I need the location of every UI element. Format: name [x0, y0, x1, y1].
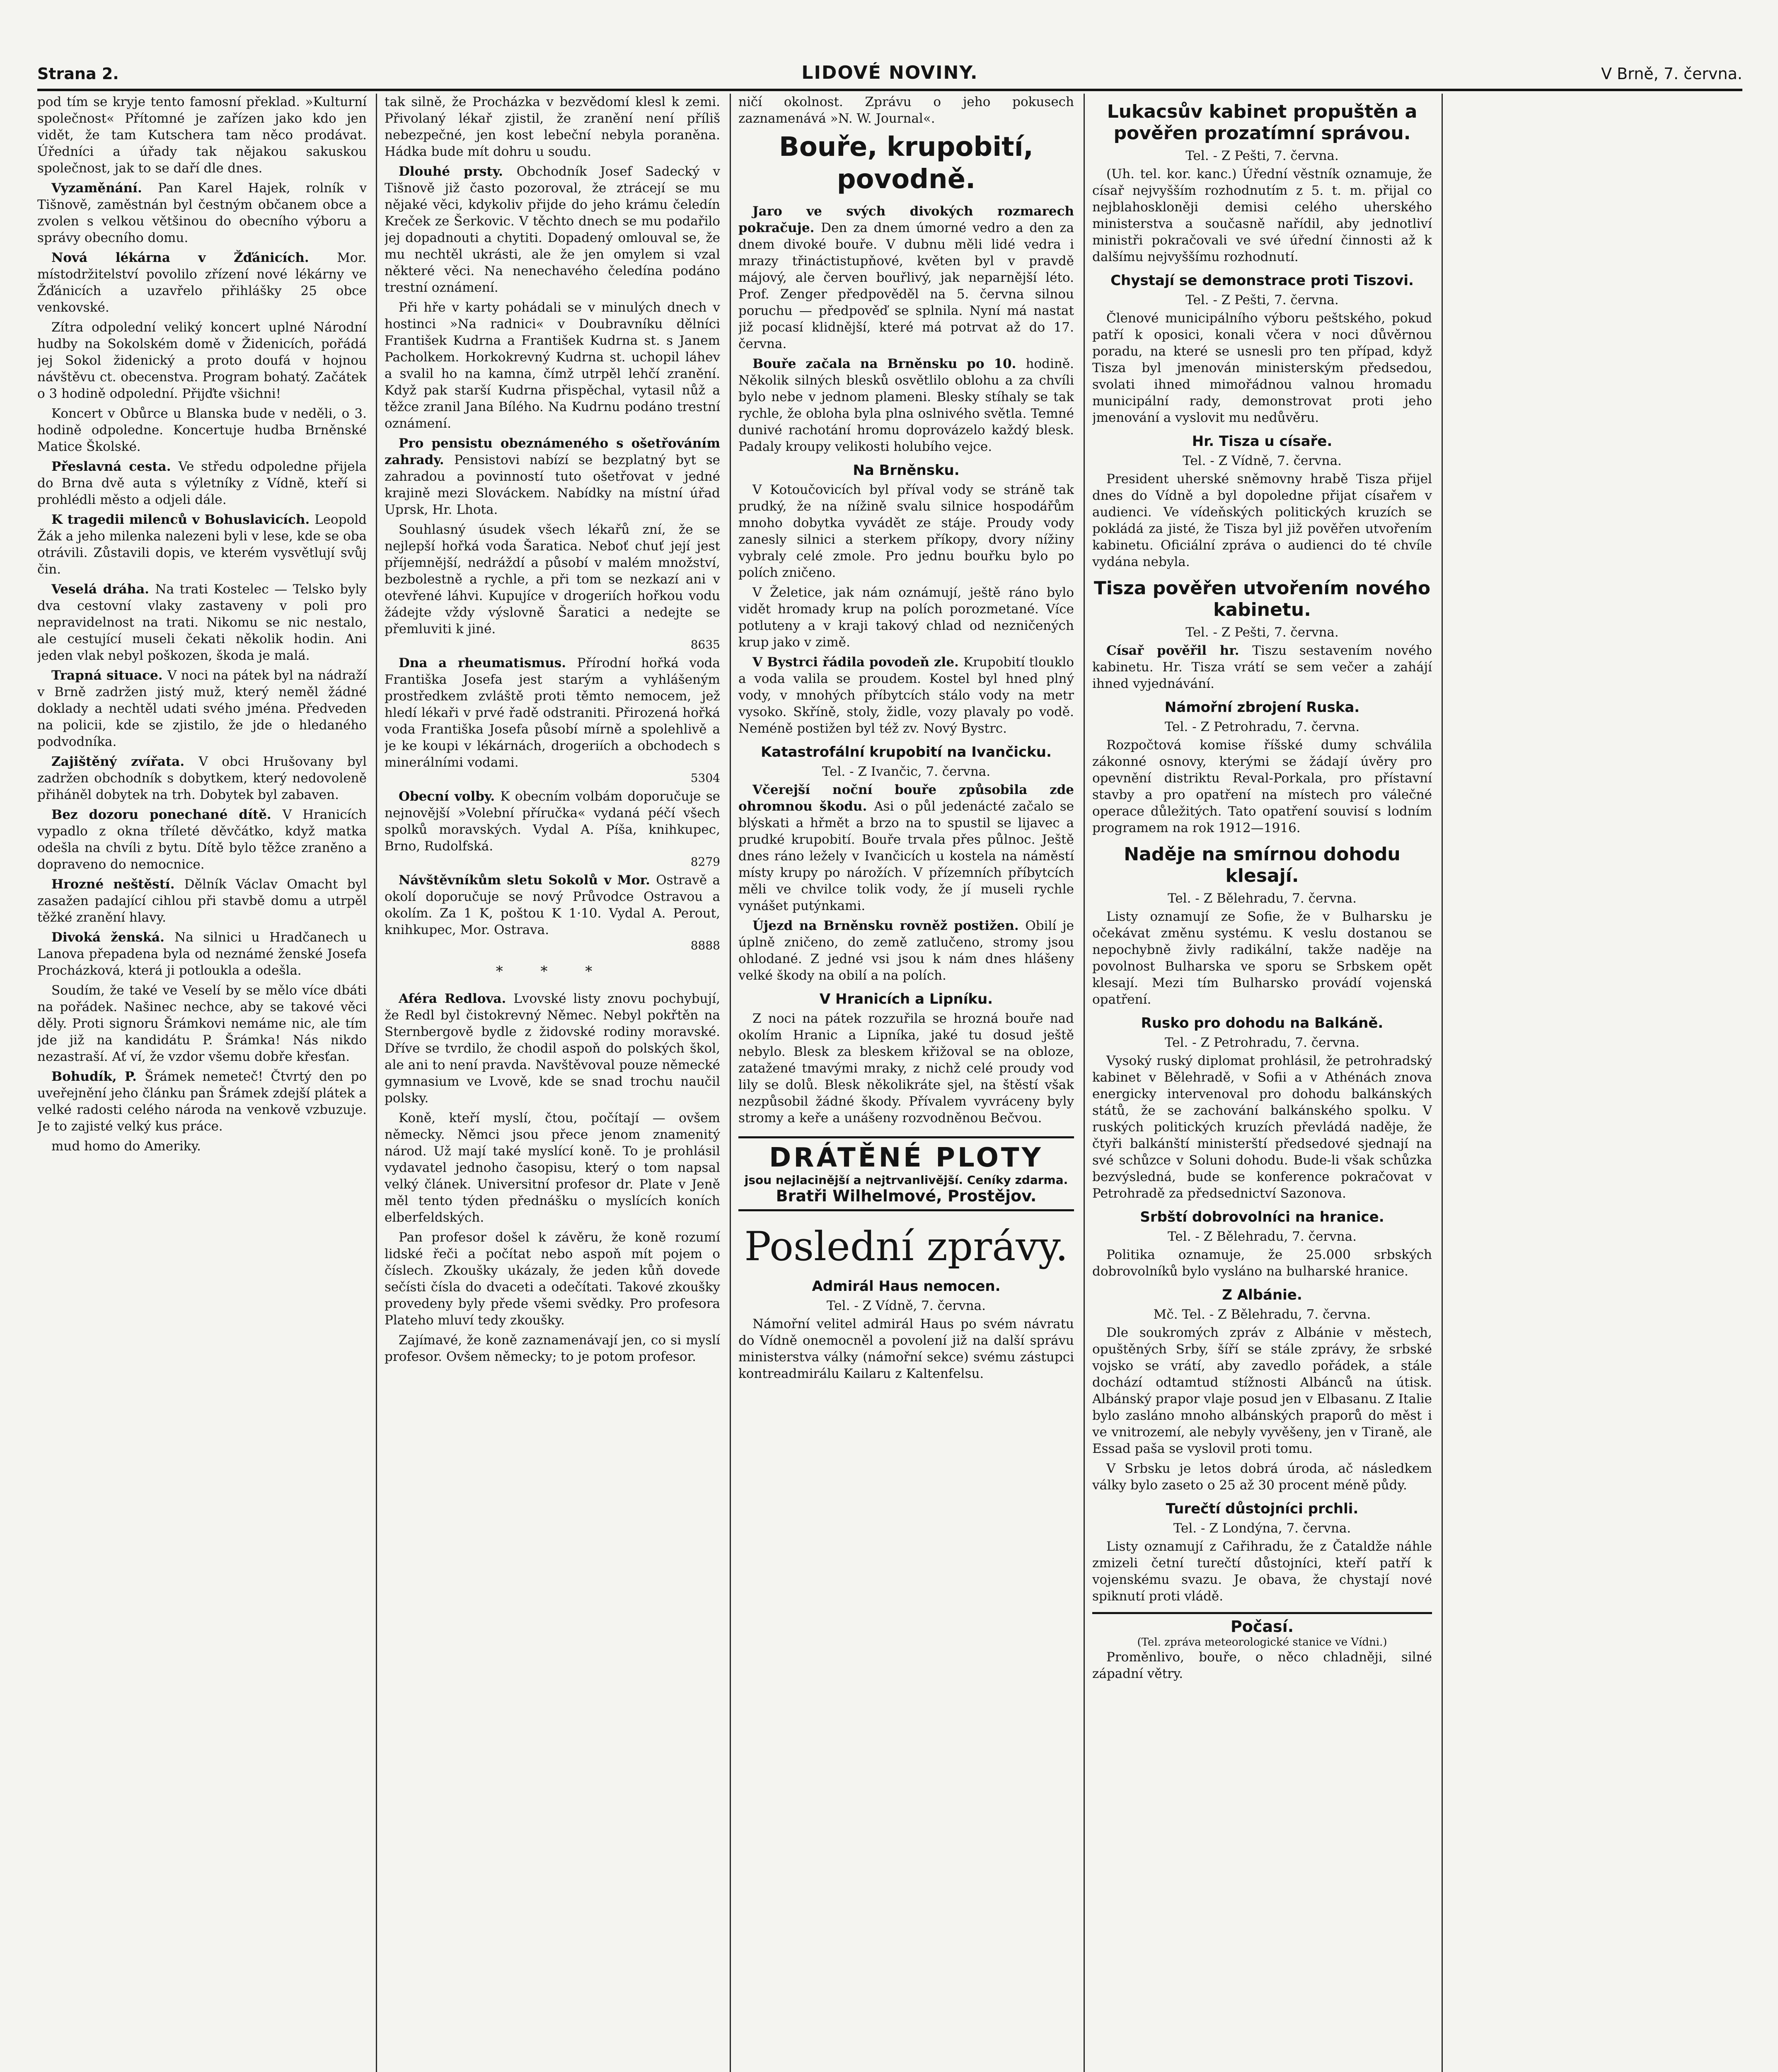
article-paragraph: V Želetice, jak nám oznámují, ještě ráno bylo vidět hromady krup na polích porozmetané. Více potluteny a v kraji takový chlad od nezničených krup jako v zimě.: [738, 585, 1074, 650]
run-in-head: Zajištěný zvířata.: [51, 754, 199, 769]
ad-firm: Bratři Wilhelmové, Prostějov.: [776, 1187, 1037, 1205]
article-paragraph: pod tím se kryje tento famosní překlad. »Kulturní společnost« Přítomné je zařízen jako kdo jen vidět, že tam Kutschera tam něco prodávat. Úředníci a úřady tak nějakou sakuskou společnost, jak to se daří dle dnes.: [37, 94, 367, 176]
run-in-head: Bez dozoru ponechané dítě.: [51, 807, 283, 822]
telegraph-dateline: Tel. - Z Pešti, 7. června.: [1185, 625, 1339, 640]
telegraph-dateline: Tel. - Z Bělehradu, 7. června.: [1168, 1229, 1357, 1244]
ad-line: jsou nejlacinější a nejtrvanlivější. Ceníky zdarma.: [744, 1173, 1068, 1187]
column-3: [738, 94, 1074, 2072]
issue-date: V Brně, 7. června.: [1601, 65, 1742, 83]
telegraph-dateline: Tel. - Z Vídně, 7. června.: [1183, 453, 1342, 468]
ad-code: 5304: [690, 771, 720, 785]
header-rule: [37, 89, 1742, 91]
article-paragraph: Jaro ve svých divokých rozmarech pokračuje. Den za dnem úmorné vedro a den za dnem divoké bouře. V dubnu měli lidé vedra i mrazy třináctistupňové, květen byl v pravdě májový, ale červen bouřlivý, jak neparnější léto. Prof. Zenger předpověděl na 5. června silnou poruchu — předpověď se splnila. Nyní má nastat již pocasí klidnější, které má potrvat až do 17. června.: [738, 204, 1074, 351]
article-subhead: Z Albánie.: [1222, 1287, 1302, 1303]
telegraph-dateline: Tel. - Z Londýna, 7. června.: [1173, 1521, 1351, 1536]
run-in-head: Jaro ve svých divokých rozmarech pokračuje.: [738, 204, 1074, 235]
page-number: Strana 2.: [37, 65, 119, 83]
article-paragraph: Pan profesor došel k závěru, že koně rozumí lidské řeči a počítat nebo aspoň mít pojem o číslech. Zkoušky ukázaly, že jeden kůň dovede sečísti čísla do dvaceti a odečítati. Takové zkoušky provedeny byly přede všemi svědky. Pro profesora Plateho mluví tedy zkoušky.: [385, 1230, 720, 1328]
run-in-head: Vyzaměnání.: [51, 181, 158, 196]
article-paragraph: Námořní velitel admirál Haus po svém návratu do Vídně onemocněl a povolení již na další správu ministerstva války (námořní sekce) svému zástupci kontreadmirálu Kailaru z Kaltenfelsu.: [738, 1317, 1074, 1381]
article-subhead: Na Brněnsku.: [853, 462, 960, 479]
article-paragraph: Obecní volby. K obecním volbám doporučuje se nejnovější »Volební příručka« vydaná péčí všech spolků moravských. Vydal A. Píša, knihkupec, Brno, Rudolfská.: [385, 789, 720, 854]
article-subhead: Rusko pro dohodu na Balkáně.: [1141, 1015, 1384, 1031]
article-paragraph: Újezd na Brněnsku rovněž postižen. Obilí je úplně zničeno, do země zatlučeno, stromy jsou ohlodané. Z jedné vsi jsou k nám dnes hlášeny velké škody na obilí a na polích.: [738, 918, 1074, 983]
run-in-head: Nová lékárna v Žďánicích.: [51, 250, 337, 265]
run-in-head: Přeslavná cesta.: [51, 459, 179, 474]
column-divider: [1084, 94, 1085, 2072]
article-paragraph: ničí okolnost. Zprávu o jeho pokusech zaznamenává »N. W. Journal«.: [738, 94, 1074, 126]
run-in-head: Dlouhé prsty.: [399, 164, 517, 179]
article-paragraph: (Uh. tel. kor. kanc.) Úřední věstník oznamuje, že císař nejvyšším rozhodnutím z 5. t. m. přijal co nejblahoskloněji demisi celého uherského ministerstva a současně nařídil, aby jednotliví ministři pokračovali ve své úřední činnosti až k dalšímu nejvyššímu rozhodnutí.: [1092, 167, 1432, 264]
article-paragraph: Císař pověřil hr. Tiszu sestavením nového kabinetu. Hr. Tisza vrátí se sem večer a zahájí ihned vyjednávání.: [1092, 643, 1432, 691]
article-subhead: Srbští dobrovolníci na hranice.: [1140, 1209, 1384, 1225]
telegraph-dateline: Tel. - Z Vídně, 7. června.: [827, 1298, 986, 1313]
article-subhead: Chystají se demonstrace proti Tiszovi.: [1110, 272, 1414, 289]
ad-code: 8888: [690, 939, 720, 952]
telegraph-dateline: Tel. - Z Ivančic, 7. června.: [822, 764, 991, 779]
run-in-head: Aféra Redlova.: [399, 991, 514, 1006]
run-in-head: Bohudík, P.: [51, 1069, 145, 1084]
article-paragraph: Z noci na pátek rozzuřila se hrozná bouře nad okolím Hranic a Lipníka, jaké tu dosud ještě nebylo. Blesk za bleskem křižoval se na obloze, zatažené tmavými mraky, z nichž celé proudy vod lily se dolů. Blesk několikráte sjel, na štěstí však nezpůsobil žádné škody. Přívalem vyvráceny byly stromy a keře a unášeny rozvodněnou Bečvou.: [738, 1011, 1074, 1126]
section-separator: * * *: [496, 963, 609, 980]
page-header: [37, 62, 1742, 86]
run-in-head: Pro pensistu obeznámeného s ošetřováním zahrady.: [385, 436, 720, 467]
article-paragraph: Souhlasný úsudek všech lékařů zní, že se nejlepší hořká voda Šaratica. Neboť chuť její jest příjemnější, nedráždí a působí v malém množství, bezbolestně a rychle, a při tom se nezkazí ani v otevřené láhvi. Kupujíce v drogeriích hořkou vodu žádejte vždy výslovně Šaratici a nedejte se přemluviti k jiné.: [385, 522, 720, 637]
column-divider: [730, 94, 731, 2072]
ad-code: 8279: [690, 855, 720, 869]
article-paragraph: Přeslavná cesta. Ve středu odpoledne přijela do Brna dvě auta s výletníky z Vídně, kteří si prohlédli město a odjeli dále.: [37, 459, 367, 507]
article-paragraph: Listy oznamují ze Sofie, že v Bulharsku je očekávat změnu systému. K veslu dostanou se nepochybně živly radikální, takže naděje na povolnost Bulharska ve sporu se Srbskem opět klesají. Mezi tím Bulharsko provádí vojenská opatření.: [1092, 909, 1432, 1007]
section-title-latest-news: Poslední zprávy.: [744, 1223, 1068, 1270]
run-in-head: Císař pověřil hr.: [1106, 643, 1253, 658]
article-paragraph: Rozpočtová komise říšské dumy schválila zákonné osnovy, kterými se žádají úvěry pro opevnění distriktu Reval-Porkala, pro přístavní stavby a pro opatření na místech pro válečné operace důležitých. Tato opatření souvisí s lodním programem na rok 1912—1916.: [1092, 738, 1432, 835]
run-in-head: K tragedii milenců v Bohuslavicích.: [51, 512, 315, 527]
article-subhead: Turečtí důstojníci prchli.: [1166, 1501, 1359, 1517]
article-headline: Bouře, krupobití, povodně.: [779, 132, 1033, 195]
article-subhead: Hr. Tisza u císaře.: [1192, 433, 1333, 450]
column-4: [1092, 94, 1432, 2072]
run-in-head: Včerejší noční bouře způsobila zde ohromnou škodu.: [738, 782, 1074, 814]
telegraph-dateline: Tel. - Z Petrohradu, 7. června.: [1164, 719, 1360, 734]
article-paragraph: Zajištěný zvířata. V obci Hrušovany byl zadržen obchodník s dobytkem, který nedovoleně přiháněl dobytek na trh. Dobytek byl zabaven.: [37, 754, 367, 802]
article-paragraph: Trapná situace. V noci na pátek byl na nádraží v Brně zadržen jistý muž, který neměl žádné doklady a nechtěl udati svého jména. Předveden na policii, kde se zjistilo, že jde o hledaného podvodníka.: [37, 668, 367, 749]
run-in-head: Hrozné neštěstí.: [51, 877, 184, 892]
columns: [37, 94, 1742, 2072]
article-paragraph: Dlouhé prsty. Obchodník Josef Sadecký v Tišnově již často pozoroval, že ztrácejí se mu nějaké věci, kdykoliv přijde do jeho krámu čeledín Kreček ze Šerkovic. V těchto dnech se mu podařilo jej dopadnouti a chytiti. Dopadený omlouval se, že mu nechtěl ukrásti, ale že jen omylem si vzal některé věci. Na nenechavého čeledína podáno trestní oznámení.: [385, 164, 720, 295]
article-paragraph: Bouře začala na Brněnsku po 10. hodině. Několik silných blesků osvětlilo oblohu a za chvíli bylo nebe v jednom plameni. Blesky stíhaly se tak rychle, že obloha byla plna oslnivého světla. Temné dunivé rachotání hromu doprovázelo každý blesk. Padaly kroupy velikosti holubího vejce.: [738, 356, 1074, 454]
article-paragraph: Vysoký ruský diplomat prohlásil, že petrohradský kabinet v Bělehradě, v Sofii a v Athénách znova energicky intervenoval pro dohodu balkánských států, že se zachování balkánského spolku. V ruských politických kruzích převládá naděje, že čtyři balkánští ministerští předsedové sjednají na své schůzce v Soluni dohodu. Bude-li však schůzka bezvýsledná, bude se konference pokračovat v Petrohradě za předsednictví Sazonova.: [1092, 1053, 1432, 1201]
run-in-head: Dna a rheumatismus.: [399, 656, 577, 670]
article-paragraph: Divoká ženská. Na silnici u Hradčanech u Lanova přepadena byla od neznámé ženské Josefa Procházková, která ji potloukla a odešla.: [37, 930, 367, 978]
run-in-head: V Bystrci řádila povodeň zle.: [752, 655, 963, 670]
article-paragraph: V Srbsku je letos dobrá úroda, ač následkem války bylo zaseto o 25 až 30 procent méně půdy.: [1092, 1461, 1432, 1493]
weather-source: (Tel. zpráva meteorologické stanice ve Vídni.): [1137, 1636, 1387, 1648]
run-in-head: Veselá dráha.: [51, 582, 155, 597]
article-paragraph: Pro pensistu obeznámeného s ošetřováním zahrady. Pensistovi nabízí se bezplatný byt se zahradou a povinností tuto ošetřovat v jedné krajině mezi Slováckem. Nabídky na místní úřad Uprsk, Hr. Lhota.: [385, 436, 720, 517]
article-paragraph: Nová lékárna v Žďánicích. Mor. místodržitelství povolilo zřízení nové lékárny ve Žďánicích a uzavřelo přihlášky 25 obce venkovské.: [37, 250, 367, 315]
run-in-head: Obecní volby.: [399, 789, 501, 804]
article-subhead: Admirál Haus nemocen.: [812, 1278, 1001, 1295]
run-in-head: Bouře začala na Brněnsku po 10.: [752, 356, 1026, 371]
advertisement: [738, 1136, 1074, 1211]
article-headline: Lukacsův kabinet propuštěn a pověřen prozatímní správou.: [1107, 101, 1418, 144]
run-in-head: Divoká ženská.: [51, 930, 175, 945]
column-divider: [1442, 94, 1443, 2072]
article-paragraph: Zajímavé, že koně zaznamenávají jen, co si myslí profesor. Ovšem německy; to je potom profesor.: [385, 1333, 720, 1364]
telegraph-dateline: Tel. - Z Petrohradu, 7. června.: [1164, 1035, 1360, 1050]
article-subhead: Námořní zbrojení Ruska.: [1164, 699, 1360, 716]
article-paragraph: Dle soukromých zpráv z Albánie v městech, opuštěných Srby, šíří se stále zprávy, že srbské vojsko se vrátí, aby zavedlo pořádek, a stále dochází odtamtud stížnosti Albánců na útisk. Albánský prapor vlaje posud jen v Elbasanu. Z Italie bylo zasláno mnoho albánských praporů do měst i ve vnitrozemí, ale nebyly vyvěšeny, jen v Tiraně, ale Essad paša se vyslovil proti tomu.: [1092, 1325, 1432, 1456]
telegraph-dateline: Tel. - Z Pešti, 7. června.: [1185, 148, 1339, 163]
article-paragraph: Hrozné neštěstí. Dělník Václav Omacht byl zasažen padající cihlou při stavbě domu a utrpěl těžké zranění hlavy.: [37, 877, 367, 925]
article-paragraph: tak silně, že Procházka v bezvědomí klesl k zemi. Přivolaný lékař zjistil, že zranění není příliš nebezpečné, jen kost lebeční nebyla poraněna. Hádka bude mít dohru u soudu.: [385, 94, 720, 159]
article-paragraph: K tragedii milenců v Bohuslavicích. Leopold Žák a jeho milenka nalezeni byli v lese, kde se oba otrávili. Zůstavili dopis, ve kterém vysvětlují svůj čin.: [37, 512, 367, 577]
run-in-head: Návštěvníkům sletu Sokolů v Mor.: [399, 873, 656, 888]
weather-heading: Počasí.: [1092, 1612, 1432, 1636]
article-headline: Tisza pověřen utvořením nového kabinetu.: [1093, 578, 1431, 620]
article-paragraph: Koně, kteří myslí, čtou, počítají — ovšem německy. Němci jsou přece jenom znamenitý národ. Už mají také myslící koně. To je prohlásil vydavatel jednoho časopisu, který o tom napsal velký článek. Universitní profesor dr. Plate v Jeně měl tento týden přednášku o myslících koních elberfeldských.: [385, 1111, 720, 1225]
article-paragraph: V Bystrci řádila povodeň zle. Krupobití tlouklo a voda valila se proudem. Kostel byl hned plný vody, v mnohých příbytcích stálo vody na metr vysoko. Skříně, stoly, židle, vozy plavaly po vodě. Neméně postižen byl též zv. Nový Bystrc.: [738, 655, 1074, 736]
article-paragraph: Včerejší noční bouře způsobila zde ohromnou škodu. Asi o půl jedenácté začalo se blýskati a hřmět a brzo na to spustil se lijavec a prudké krupobití. Bouře trvala přes půlnoc. Ještě dnes ráno ležely v Ivančicích u kostela na náměstí místy krupy po nárožích. V přízemních příbytcích měli ve chvilce tolik vody, že jí museli rychle vynášet putýnkami.: [738, 782, 1074, 913]
column-5: [1450, 94, 1742, 2072]
article-paragraph: Zítra odpolední veliký koncert uplné Národní hudby na Sokolském domě v Židenicích, pořádá jej Sokol židenický a proto doufá v hojnou návštěvu ct. obecenstva. Program bohatý. Začátek o 3 hodině odpolední. Přijďte všichni!: [37, 320, 367, 401]
newspaper-page: [37, 62, 1742, 2072]
ad-code: 8635: [690, 638, 720, 651]
article-paragraph: Návštěvníkům sletu Sokolů v Mor. Ostravě a okolí doporučuje se nový Průvodce Ostravou a okolím. Za 1 K, poštou K 1·10. Vydal A. Perout, knihkupec, Mor. Ostrava.: [385, 873, 720, 937]
ad-title: DRÁTĚNÉ PLOTY: [769, 1143, 1043, 1173]
article-paragraph: Soudím, že také ve Veselí by se mělo více dbáti na pořádek. Našinec nechce, aby se takové věci děly. Proti signoru Šrámkovi nemáme nic, ale tím jde již na kandidátu P. Šrámka! Nás nikdo nezastraší. Ať ví, že vzdor všemu dobře křesťan.: [37, 983, 367, 1064]
article-paragraph: Dna a rheumatismus. Přírodní hořká voda Františka Josefa jest starým a vyhlášeným prostředkem zvláště proti těmto nemocem, jež hledí lékaři v prvé řadě odstraniti. Přirozená hořká voda Františka Josefa působí mírně a spolehlivě a je ke koupi v lékárnách, drogeriích a obchodech s minerálními vodami.: [385, 656, 720, 770]
column-1: [37, 94, 367, 2072]
run-in-head: Trapná situace.: [51, 668, 167, 683]
telegraph-dateline: Mč. Tel. - Z Bělehradu, 7. června.: [1153, 1307, 1371, 1322]
article-subhead: V Hranicích a Lipníku.: [819, 991, 993, 1007]
article-paragraph: Bohudík, P. Šrámek nemeteč! Čtvrtý den po uveřejnění jeho článku pan Šrámek zdejší plátek a velké radosti celého národa na venkově vzbuzuje. Je to zajisté velký kus práce.: [37, 1069, 367, 1134]
telegraph-dateline: Tel. - Z Bělehradu, 7. června.: [1168, 891, 1357, 906]
article-paragraph: Listy oznamují z Cařihradu, že z Čataldže náhle zmizeli četní turečtí důstojníci, kteří patří k vojenskému svazu. Je obava, že chystají nové spiknutí proti vládě.: [1092, 1539, 1432, 1604]
article-paragraph: Bez dozoru ponechané dítě. V Hranicích vypadlo z okna tříleté děvčátko, když matka odešla na chvíli z bytu. Dítě bylo těžce zraněno a dopraveno do nemocnice.: [37, 807, 367, 872]
article-paragraph: Proměnlivo, bouře, o něco chladněji, silné západní větry.: [1092, 1650, 1432, 1681]
article-paragraph: Při hře v karty pohádali se v minulých dnech v hostinci »Na radnici« v Doubravníku dělníci František Kudrna a František Kudrna st. s Janem Pacholkem. Horkokrevný Kudrna st. uchopil láhev a svalil ho na kamna, čímž utrpěl lehčí zranění. Když pak starší Kudrna přispěchal, vytasil nůž a těžce zranil Jana Bílého. Na Kudrnu podáno trestní oznámení.: [385, 300, 720, 431]
article-paragraph: mud homo do Ameriky.: [51, 1139, 201, 1154]
article-paragraph: Veselá dráha. Na trati Kostelec — Telsko byly dva cestovní vlaky zastaveny v poli pro nepravidelnost na trati. Nikomu se nic nestalo, ale cestující museli čekati několik hodin. Ani jeden vlak nebyl poškozen, škoda je malá.: [37, 582, 367, 663]
article-paragraph: Koncert v Obůrce u Blanska bude v neděli, o 3. hodině odpoledne. Koncertuje hudba Brněnské Matice Školské.: [37, 406, 367, 454]
article-paragraph: Členové municipálního výboru peštského, pokud patří k oposici, konali včera v noci důvěrnou poradu, na které se usnesli pro ten případ, když Tisza byl jmenován ministerským předsedou, svolati ihned mimořádnou valnou hromadu municipální rady, demonstrovat proti jeho jmenování a vyslovit mu nedůvěru.: [1092, 311, 1432, 425]
column-divider: [376, 94, 377, 2072]
article-paragraph: Aféra Redlova. Lvovské listy znovu pochybují, že Redl byl čistokrevný Němec. Nebyl pokřtěn na Sternbergově bydle z židovské rodiny moravské. Dříve se tvrdilo, že chodil aspoň do polských škol, ale ani to není pravda. Navštěvoval pouze německé gymnasium ve Lvově, kde se snad trochu naučil polsky.: [385, 991, 720, 1106]
run-in-head: Újezd na Brněnsku rovněž postižen.: [752, 918, 1026, 933]
article-paragraph: V Kotoučovicích byl příval vody se stráně tak prudký, že na nížině svalu silnice hospodářům mnoho dobytka vyvádět ze stáje. Proudy vody zanesly silnici a sterkem příkopy, dvory nížiny vybraly celé zmole. Pro jednu bouřku bylo po polích zničeno.: [738, 482, 1074, 580]
article-headline: Naděje na smírnou dohodu klesají.: [1124, 844, 1401, 886]
article-paragraph: Vyzaměnání. Pan Karel Hajek, rolník v Tišnově, zaměstnán byl čestným občanem obce a zvolen s velkou většinou do obecního výboru a správy obecního domu.: [37, 181, 367, 245]
article-paragraph: Politika oznamuje, že 25.000 srbských dobrovolníků bylo vysláno na bulharské hranice.: [1092, 1247, 1432, 1279]
masthead: LIDOVÉ NOVINY.: [801, 62, 978, 83]
column-2: [385, 94, 720, 2072]
article-paragraph: President uherské sněmovny hrabě Tisza přijel dnes do Vídně a byl dopoledne přijat císařem v audienci. Ve vídeňských politických kruzích se pokládá za jisté, že Tisza byl již pověřen utvořením kabinetu. Oficiální zpráva o audienci do té chvíle vydána nebyla.: [1092, 472, 1432, 569]
telegraph-dateline: Tel. - Z Pešti, 7. června.: [1185, 293, 1339, 307]
article-subhead: Katastrofální krupobití na Ivančicku.: [761, 744, 1052, 760]
